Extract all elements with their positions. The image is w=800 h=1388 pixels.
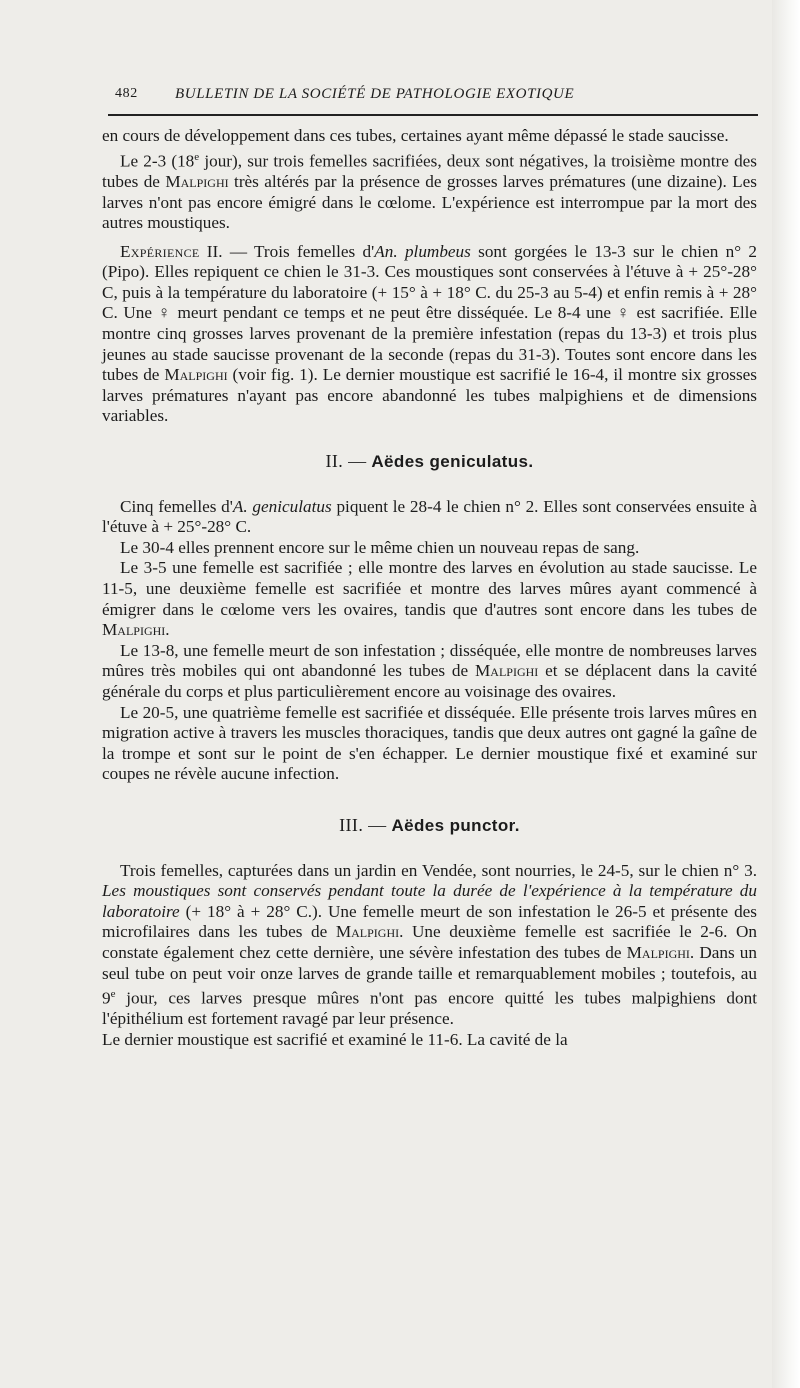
running-header <box>115 82 760 108</box>
paragraph: Expérience II. — Trois femelles d'An. plumbeus sont gorgées le 13-3 sur le chien n° 2 (Pipo). Elles repiquent ce chien le 31-3. Ces moustiques sont conservées à l'étuve à + 25°-28° C, puis à la température du laboratoire (+ 15° à + 18° C. du 25-3 au 5-4) et enfin remis à + 28° C. Une ♀ meurt pendant ce temps et ne peut être disséquée. Le 8-4 une ♀ est sacrifiée. Elle montre cinq grosses larves provenant de la première infestation (repas du 13-3) et trois plus jeunes au stade saucisse provenant de la seconde (repas du 31-3). Toutes sont encore dans les tubes de Malpighi (voir fig. 1). Le dernier moustique est sacrifié le 16-4, il montre six grosses larves prématures n'ayant pas encore abandonné les tubes malpighiens et de dimensions variables. <box>102 241 757 426</box>
paragraph: Le 3-5 une femelle est sacrifiée ; elle montre des larves en évolution au stade saucisse. Le 11-5, une deuxième femelle est sacrifiée et montre des larves mûres ayant commencé à émigrer dans le cœlome vers les ovaires, tandis que d'autres sont encore dans les tubes de Malpighi. <box>102 558 757 640</box>
paragraph: Le 2-3 (18e jour), sur trois femelles sacrifiées, deux sont négatives, la troisième montre des tubes de Malpighi très altérés par la présence de grosses larves prématures (une dizaine). Les larves n'ont pas encore émigré dans le cœlome. L'expérience est interrompue par la mort des autres moustiques. <box>102 150 757 233</box>
page-edge-shadow <box>772 0 800 1388</box>
paragraph: Cinq femelles d'A. geniculatus piquent le 28-4 le chien n° 2. Elles sont conservées ensuite à l'étuve à + 25°-28° C. <box>102 496 758 537</box>
running-title: BULLETIN DE LA SOCIÉTÉ DE PATHOLOGIE EXOTIQUE <box>175 86 575 102</box>
paragraph: en cours de développement dans ces tubes, certaines ayant même dépassé le stade saucisse. <box>102 126 729 145</box>
paragraph: Le dernier moustique est sacrifié et examiné le 11-6. La cavité de la <box>102 1030 568 1050</box>
section-heading: II. — Aëdes geniculatus. <box>325 451 534 472</box>
paragraph: Le 13-8, une femelle meurt de son infestation ; disséquée, elle montre de nombreuses larves mûres très mobiles qui ont abandonné les tubes de Malpighi et se déplacent dans la cavité générale du corps et plus particulièrement encore au voisinage des ovaires. <box>102 640 757 701</box>
section-heading: III. — Aëdes punctor. <box>339 814 520 835</box>
body-text <box>102 126 757 1051</box>
paragraph: Trois femelles, capturées dans un jardin en Vendée, sont nourries, le 24-5, sur le chien n° 3. Les moustiques sont conservés pendant toute la durée de l'expérience à la température du laboratoire (+ 18° à + 28° C.). Une femelle meurt de son infestation le 26-5 et présente des microfilaires dans les tubes de Malpighi. Une deuxième femelle est sacrifiée le 2-6. On constate également chez cette dernière, une sévère infestation des tubes de Malpighi. Dans un seul tube on peut voir onze larves de grande taille et remarquablement mobiles ; toutefois, au 9e jour, ces larves presque mûres n'ont pas encore quitté les tubes malpighiens dont l'épithélium est fortement ravagé par leur présence. <box>102 860 757 1029</box>
page-number: 482 <box>115 86 138 101</box>
header-rule <box>108 114 758 116</box>
paragraph: Le 20-5, une quatrième femelle est sacrifiée et disséquée. Elle présente trois larves mûres en migration active à travers les muscles thoraciques, tandis que deux autres ont gagné la gaîne de la trompe et sont sur le point de s'en échapper. Le dernier moustique fixé et examiné sur coupes ne révèle aucune infection. <box>102 702 757 784</box>
paragraph: Le 30-4 elles prennent encore sur le même chien un nouveau repas de sang. <box>120 537 640 557</box>
